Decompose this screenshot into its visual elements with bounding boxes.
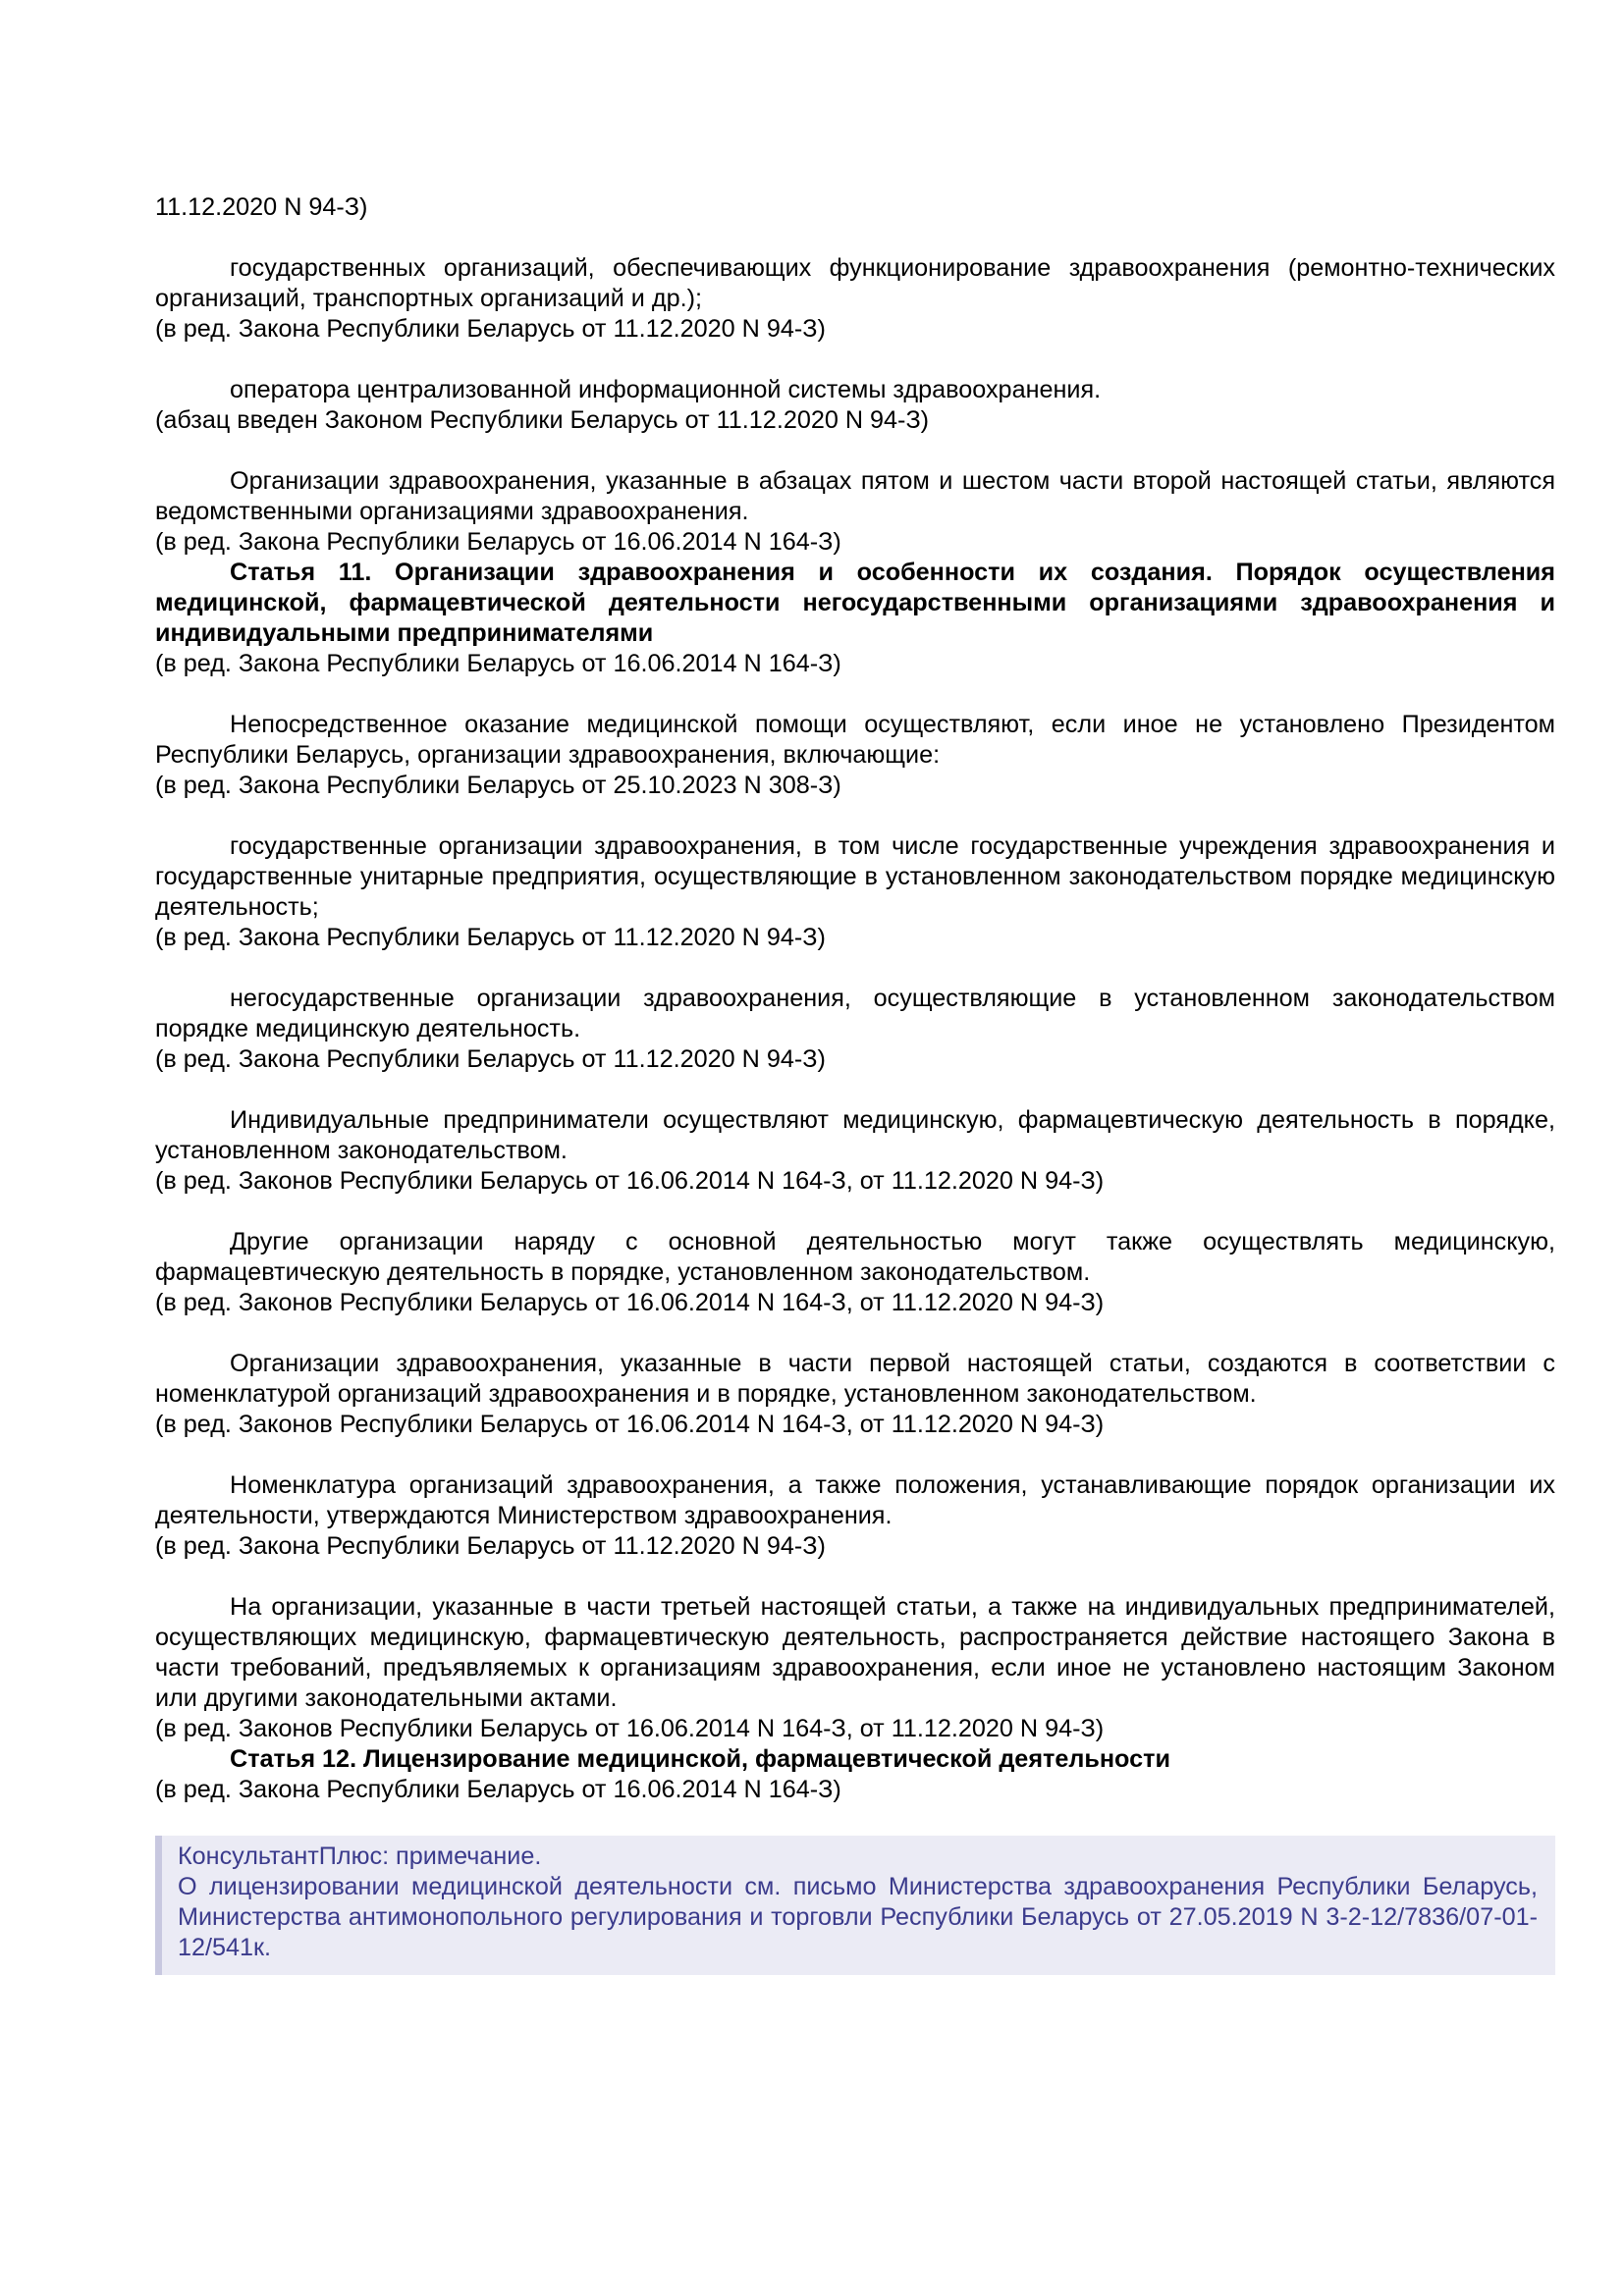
- paragraph-other-organizations: Другие организации наряду с основной деятельностью могут также осуществлять медицинскую, фармацевтическую деятельность в порядке, установленном законодательством.: [155, 1228, 1555, 1286]
- paragraph-support-organizations: государственных организаций, обеспечивающих функционирование здравоохранения (ремонтно-технических организаций, транспортных организаций и др.);: [155, 254, 1555, 312]
- paragraph-information-system-operator: оператора централизованной информационной системы здравоохранения.: [230, 376, 1102, 403]
- paragraph-state-organizations: государственные организации здравоохранения, в том числе государственные учреждения здравоохранения и государственные унитарные предприятия, осуществляющие в установленном законодательством порядке медицинскую деятельность;: [155, 832, 1555, 921]
- amendment-note: (в ред. Закона Республики Беларусь от 11.12.2020 N 94-З): [155, 315, 826, 343]
- amendment-note: (в ред. Законов Республики Беларусь от 16.06.2014 N 164-З, от 11.12.2020 N 94-З): [155, 1289, 1105, 1316]
- document-page: [155, 192, 1555, 1975]
- article-11-title: Статья 11. Организации здравоохранения и особенности их создания. Порядок осуществления медицинской, фармацевтической деятельности негосударственными организациями здравоохранения и индивидуальными предпринимателями: [155, 559, 1555, 647]
- paragraph-departmental-organizations: Организации здравоохранения, указанные в абзацах пятом и шестом части второй настоящей статьи, являются ведомственными организациями здравоохранения.: [155, 467, 1555, 525]
- paragraph-direct-medical-care: Непосредственное оказание медицинской помощи осуществляют, если иное не установлено Президентом Республики Беларусь, организации здравоохранения, включающие:: [155, 711, 1555, 769]
- consultant-note-heading: КонсультантПлюс: примечание.: [178, 1842, 542, 1870]
- amendment-note: (в ред. Закона Республики Беларусь от 11.12.2020 N 94-З): [155, 1045, 826, 1073]
- amendment-note: (в ред. Законов Республики Беларусь от 16.06.2014 N 164-З, от 11.12.2020 N 94-З): [155, 1167, 1105, 1195]
- paragraph-individual-entrepreneurs: Индивидуальные предприниматели осуществляют медицинскую, фармацевтическую деятельность в порядке, установленном законодательством.: [155, 1106, 1555, 1164]
- paragraph-creation-nomenclature: Организации здравоохранения, указанные в части первой настоящей статьи, создаются в соответствии с номенклатурой организаций здравоохранения и в порядке, установленном законодательством.: [155, 1350, 1555, 1408]
- amendment-note: (в ред. Законов Республики Беларусь от 16.06.2014 N 164-З, от 11.12.2020 N 94-З): [155, 1715, 1105, 1742]
- consultant-note-box: [155, 1836, 1555, 1975]
- continuation-line: 11.12.2020 N 94-З): [155, 193, 368, 221]
- amendment-note: (в ред. Закона Республики Беларусь от 16.06.2014 N 164-З): [155, 650, 841, 677]
- paragraph-law-applicability: На организации, указанные в части третьей настоящей статьи, а также на индивидуальных предпринимателей, осуществляющих медицинскую, фармацевтическую деятельность, распространяется действие настоящего Закона в части требований, предъявляемых к организациям здравоохранения, если иное не установлено настоящим Законом или другими законодательными актами.: [155, 1593, 1555, 1712]
- amendment-note: (в ред. Закона Республики Беларусь от 16.06.2014 N 164-З): [155, 528, 841, 556]
- amendment-note: (в ред. Закона Республики Беларусь от 16.06.2014 N 164-З): [155, 1776, 841, 1803]
- amendment-note: (в ред. Закона Республики Беларусь от 25.10.2023 N 308-З): [155, 772, 841, 799]
- amendment-note: (в ред. Закона Республики Беларусь от 11.12.2020 N 94-З): [155, 924, 826, 951]
- article-12-title: Статья 12. Лицензирование медицинской, фармацевтической деятельности: [230, 1745, 1170, 1773]
- amendment-note: (в ред. Законов Республики Беларусь от 16.06.2014 N 164-З, от 11.12.2020 N 94-З): [155, 1411, 1105, 1438]
- consultant-note-text: О лицензировании медицинской деятельности см. письмо Министерства здравоохранения Республики Беларусь, Министерства антимонопольного регулирования и торговли Республики Беларусь от 27.05.2019 N 3-2-12/7836/07-01-12/541к.: [178, 1873, 1538, 1961]
- amendment-note: (в ред. Закона Республики Беларусь от 11.12.2020 N 94-З): [155, 1532, 826, 1560]
- amendment-note: (абзац введен Законом Республики Беларусь от 11.12.2020 N 94-З): [155, 406, 930, 434]
- paragraph-non-state-organizations: негосударственные организации здравоохранения, осуществляющие в установленном законодательством порядке медицинскую деятельность.: [155, 985, 1555, 1042]
- paragraph-nomenclature-approval: Номенклатура организаций здравоохранения, а также положения, устанавливающие порядок организации их деятельности, утверждаются Министерством здравоохранения.: [155, 1471, 1555, 1529]
